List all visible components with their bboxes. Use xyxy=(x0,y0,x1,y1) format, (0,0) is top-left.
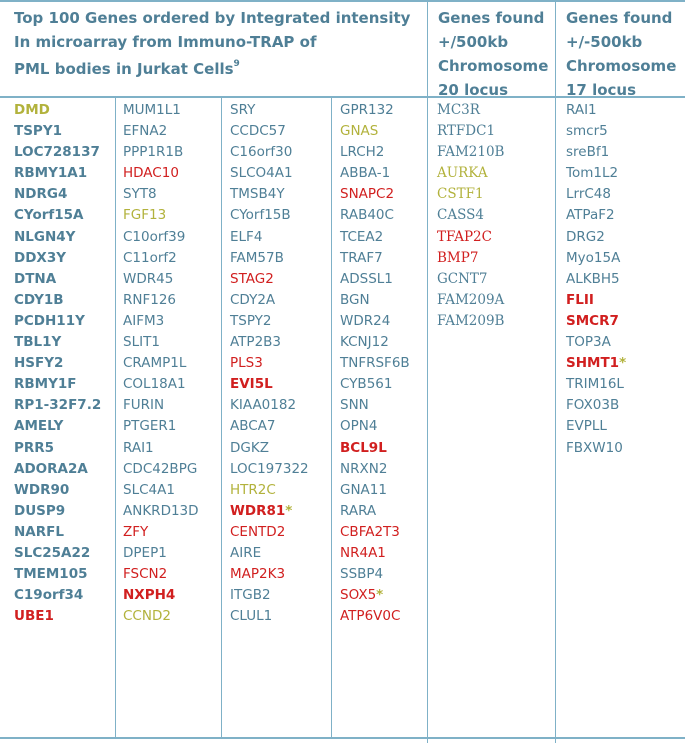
gene-name: GPR132 xyxy=(340,102,394,118)
chr17-header-line: Chromosome xyxy=(566,57,677,75)
gene-name: NLGN4Y xyxy=(14,228,76,245)
gene-cell xyxy=(14,543,101,564)
gene-cell xyxy=(566,416,626,437)
gene-name: KCNJ12 xyxy=(340,334,389,351)
gene-cell xyxy=(566,121,626,142)
gene-name: ALKBH5 xyxy=(566,270,620,287)
gene-cell xyxy=(230,248,309,269)
gene-cell xyxy=(14,269,101,290)
gene-name: CYorf15A xyxy=(14,207,84,224)
gene-cell xyxy=(123,522,199,543)
gene-cell xyxy=(123,332,199,353)
gene-name: STAG2 xyxy=(230,270,274,287)
gene-name: AMELY xyxy=(14,418,64,435)
gene-cell xyxy=(123,227,199,248)
gene-cell xyxy=(14,480,101,501)
gene-name: TNFRSF6B xyxy=(340,355,410,372)
gene-name: TRAF7 xyxy=(340,249,383,266)
gene-name: BMP7 xyxy=(437,249,479,266)
gene-name: DPEP1 xyxy=(123,544,167,561)
gene-name: ITGB2 xyxy=(230,587,271,604)
gene-name: WDR90 xyxy=(14,481,70,498)
gene-cell xyxy=(123,374,199,395)
gene-name: SNAPC2 xyxy=(340,186,395,203)
gene-cell xyxy=(437,121,504,142)
gene-cell xyxy=(230,543,309,564)
gene-name: LRCH2 xyxy=(340,144,385,161)
gene-cell xyxy=(14,142,101,163)
gene-column-chr20 xyxy=(437,100,504,332)
gene-cell xyxy=(340,395,410,416)
column-divider xyxy=(115,96,116,739)
gene-name: RBMY1F xyxy=(14,376,77,393)
gene-cell xyxy=(14,184,101,205)
gene-name: HTR2C xyxy=(230,481,276,498)
gene-cell xyxy=(437,311,504,332)
gene-name: TOP3A xyxy=(566,334,611,351)
gene-cell xyxy=(340,248,410,269)
gene-cell xyxy=(123,184,199,205)
gene-name: CLUL1 xyxy=(230,608,273,625)
gene-cell xyxy=(340,121,410,142)
asterisk-marker: * xyxy=(619,355,627,372)
chr20-header-line: +/500kb xyxy=(438,33,509,51)
gene-cell xyxy=(123,543,199,564)
gene-cell xyxy=(437,205,504,226)
gene-name: CCDC57 xyxy=(230,123,286,140)
gene-cell xyxy=(566,353,626,374)
gene-cell xyxy=(566,248,626,269)
gene-name: PTGER1 xyxy=(123,418,177,435)
gene-cell xyxy=(230,480,309,501)
gene-name: WDR81 xyxy=(230,502,286,519)
gene-name: ZFY xyxy=(123,523,149,540)
gene-name: SLC25A22 xyxy=(14,544,91,561)
gene-cell xyxy=(123,480,199,501)
gene-cell xyxy=(340,353,410,374)
gene-name: FURIN xyxy=(123,397,165,414)
table-top-border xyxy=(0,0,685,2)
gene-name: SMCR7 xyxy=(566,312,619,329)
gene-name: GCNT7 xyxy=(437,270,488,287)
gene-name: CYB561 xyxy=(340,376,393,393)
gene-cell xyxy=(14,100,101,121)
gene-name: MC3R xyxy=(437,102,480,118)
gene-name: WDR24 xyxy=(340,312,391,329)
gene-name: CDC42BPG xyxy=(123,460,198,477)
gene-cell xyxy=(437,163,504,184)
gene-name: CYorf15B xyxy=(230,207,291,224)
gene-name: AIRE xyxy=(230,544,262,561)
gene-cell xyxy=(123,269,199,290)
table-bottom-border xyxy=(0,737,685,739)
gene-cell xyxy=(566,163,626,184)
gene-name: SSBP4 xyxy=(340,566,384,583)
column-divider xyxy=(331,96,332,739)
gene-name: NRXN2 xyxy=(340,460,388,477)
gene-name: TBL1Y xyxy=(14,334,62,351)
gene-name: FOX03B xyxy=(566,397,620,414)
gene-name: DRG2 xyxy=(566,228,605,245)
gene-cell xyxy=(14,290,101,311)
gene-name: HSFY2 xyxy=(14,355,64,372)
column-divider xyxy=(555,0,556,743)
gene-name: TRIM16L xyxy=(566,376,624,393)
chr17-header-line: +/-500kb xyxy=(566,33,643,51)
gene-cell xyxy=(340,543,410,564)
gene-cell xyxy=(14,606,101,627)
gene-name: FAM210B xyxy=(437,144,505,161)
gene-name: SLIT1 xyxy=(123,334,160,351)
gene-column-top100-3 xyxy=(230,100,309,627)
gene-name: EVI5L xyxy=(230,376,273,393)
chr20-header-line: Genes found xyxy=(438,9,545,27)
gene-name: NDRG4 xyxy=(14,186,68,203)
asterisk-marker: * xyxy=(376,587,384,604)
gene-name: CSTF1 xyxy=(437,186,484,203)
gene-name: C19orf34 xyxy=(14,587,84,604)
gene-name: MAP2K3 xyxy=(230,566,286,583)
gene-cell xyxy=(14,227,101,248)
gene-cell xyxy=(230,184,309,205)
gene-cell xyxy=(123,416,199,437)
gene-cell xyxy=(437,290,504,311)
gene-cell xyxy=(230,416,309,437)
gene-cell xyxy=(230,438,309,459)
gene-name: DUSP9 xyxy=(14,502,66,519)
gene-cell xyxy=(230,353,309,374)
footnote-marker: 9 xyxy=(233,59,240,69)
gene-cell xyxy=(123,163,199,184)
gene-cell xyxy=(14,374,101,395)
gene-name: TFAP2C xyxy=(437,228,492,245)
gene-cell xyxy=(437,269,504,290)
gene-name: KIAA0182 xyxy=(230,397,297,414)
gene-cell xyxy=(566,374,626,395)
gene-name: GNA11 xyxy=(340,481,387,498)
gene-name: PLS3 xyxy=(230,355,263,372)
gene-name: DTNA xyxy=(14,270,57,287)
gene-cell xyxy=(123,248,199,269)
chr20-header xyxy=(438,6,548,102)
gene-cell xyxy=(340,227,410,248)
gene-name: FAM209B xyxy=(437,312,505,329)
gene-name: RNF126 xyxy=(123,291,177,308)
main-header xyxy=(14,6,410,81)
gene-cell xyxy=(566,395,626,416)
gene-cell xyxy=(230,564,309,585)
main-header-line: Top 100 Genes ordered by Integrated intensity xyxy=(14,9,411,27)
gene-name: FLII xyxy=(566,291,594,308)
gene-cell xyxy=(123,585,199,606)
gene-name: UBE1 xyxy=(14,608,54,625)
column-divider xyxy=(221,96,222,739)
gene-cell xyxy=(14,585,101,606)
gene-name: CASS4 xyxy=(437,207,484,224)
gene-cell xyxy=(123,501,199,522)
gene-cell xyxy=(340,522,410,543)
gene-cell xyxy=(230,205,309,226)
gene-cell xyxy=(340,564,410,585)
gene-cell xyxy=(14,332,101,353)
gene-name: CBFA2T3 xyxy=(340,523,400,540)
gene-name: COL18A1 xyxy=(123,376,186,393)
gene-cell xyxy=(340,269,410,290)
gene-name: FBXW10 xyxy=(566,439,623,456)
gene-name: TMEM105 xyxy=(14,566,88,583)
gene-cell xyxy=(123,606,199,627)
gene-name: TCEA2 xyxy=(340,228,384,245)
gene-cell xyxy=(123,100,199,121)
gene-cell xyxy=(123,459,199,480)
gene-name: ANKRD13D xyxy=(123,502,199,519)
gene-name: C10orf39 xyxy=(123,228,186,245)
gene-name: BGN xyxy=(340,291,370,308)
gene-cell xyxy=(340,480,410,501)
gene-cell xyxy=(340,459,410,480)
asterisk-marker: * xyxy=(285,502,293,519)
gene-name: EVPLL xyxy=(566,418,607,435)
gene-name: WDR45 xyxy=(123,270,174,287)
gene-name: CCND2 xyxy=(123,608,171,625)
gene-name: PRR5 xyxy=(14,439,55,456)
gene-cell xyxy=(340,374,410,395)
gene-name: CRAMP1L xyxy=(123,355,187,372)
gene-cell xyxy=(566,227,626,248)
chr20-header-line: Chromosome xyxy=(438,57,549,75)
gene-name: RBMY1A1 xyxy=(14,165,88,182)
gene-cell xyxy=(230,374,309,395)
gene-cell xyxy=(14,311,101,332)
gene-name: RAB40C xyxy=(340,207,394,224)
gene-cell xyxy=(437,142,504,163)
gene-name: C11orf2 xyxy=(123,249,177,266)
gene-name: HDAC10 xyxy=(123,165,179,182)
gene-name: LOC197322 xyxy=(230,460,309,477)
gene-cell xyxy=(123,395,199,416)
gene-name: FAM209A xyxy=(437,291,505,308)
gene-cell xyxy=(566,290,626,311)
gene-cell xyxy=(14,438,101,459)
gene-cell xyxy=(340,585,410,606)
gene-cell xyxy=(123,142,199,163)
main-header-line: In microarray from Immuno-TRAP of xyxy=(14,33,317,51)
gene-name: DDX3Y xyxy=(14,249,66,266)
gene-cell xyxy=(230,501,309,522)
gene-name: TSPY1 xyxy=(14,123,62,140)
gene-cell xyxy=(437,248,504,269)
gene-cell xyxy=(230,269,309,290)
gene-cell xyxy=(14,395,101,416)
gene-cell xyxy=(14,121,101,142)
column-divider xyxy=(427,0,428,743)
gene-name: EFNA2 xyxy=(123,123,168,140)
gene-cell xyxy=(340,142,410,163)
gene-cell xyxy=(437,184,504,205)
gene-cell xyxy=(230,227,309,248)
gene-cell xyxy=(566,311,626,332)
gene-cell xyxy=(230,395,309,416)
gene-cell xyxy=(230,142,309,163)
gene-column-chr17 xyxy=(566,100,626,459)
gene-cell xyxy=(340,163,410,184)
gene-name: SNN xyxy=(340,397,369,414)
gene-name: DMD xyxy=(14,102,50,118)
gene-name: GNAS xyxy=(340,123,379,140)
gene-name: SLCO4A1 xyxy=(230,165,293,182)
gene-name: SOX5 xyxy=(340,587,377,604)
gene-cell xyxy=(14,205,101,226)
gene-name: ATP6V0C xyxy=(340,608,401,625)
gene-cell xyxy=(230,121,309,142)
gene-name: CDY1B xyxy=(14,291,64,308)
gene-name: NARFL xyxy=(14,523,64,540)
gene-cell xyxy=(340,184,410,205)
chr20-header-line: 20 locus xyxy=(438,81,509,99)
gene-name: RTFDC1 xyxy=(437,123,496,140)
gene-name: LrrC48 xyxy=(566,186,611,203)
gene-cell xyxy=(14,564,101,585)
gene-name: LOC728137 xyxy=(14,144,100,161)
gene-column-top100-1 xyxy=(14,100,101,627)
gene-name: AIFM3 xyxy=(123,312,165,329)
gene-name: sreBf1 xyxy=(566,144,610,161)
gene-cell xyxy=(230,459,309,480)
gene-cell xyxy=(566,184,626,205)
gene-cell xyxy=(123,353,199,374)
gene-name: BCL9L xyxy=(340,439,387,456)
chr17-header-line: Genes found xyxy=(566,9,673,27)
gene-cell xyxy=(340,100,410,121)
gene-cell xyxy=(230,332,309,353)
chr17-header-line: 17 locus xyxy=(566,81,637,99)
gene-cell xyxy=(566,142,626,163)
gene-cell xyxy=(437,227,504,248)
gene-cell xyxy=(566,438,626,459)
gene-cell xyxy=(14,459,101,480)
gene-name: Myo15A xyxy=(566,249,621,266)
gene-name: ATP2B3 xyxy=(230,334,282,351)
gene-cell xyxy=(230,311,309,332)
gene-cell xyxy=(566,269,626,290)
gene-name: RARA xyxy=(340,502,377,519)
gene-name: RP1-32F7.2 xyxy=(14,397,102,414)
gene-name: RAI1 xyxy=(566,102,597,118)
gene-cell xyxy=(123,438,199,459)
gene-cell xyxy=(340,606,410,627)
main-header-text: PML bodies in Jurkat Cells xyxy=(14,60,234,78)
gene-cell xyxy=(437,100,504,121)
gene-cell xyxy=(14,522,101,543)
gene-name: FSCN2 xyxy=(123,566,168,583)
gene-cell xyxy=(566,100,626,121)
gene-cell xyxy=(340,311,410,332)
gene-cell xyxy=(340,332,410,353)
gene-name: ADORA2A xyxy=(14,460,88,477)
gene-cell xyxy=(123,121,199,142)
gene-cell xyxy=(123,311,199,332)
gene-cell xyxy=(230,163,309,184)
gene-cell xyxy=(230,606,309,627)
gene-cell xyxy=(123,564,199,585)
gene-cell xyxy=(566,332,626,353)
gene-cell xyxy=(230,522,309,543)
gene-name: RAI1 xyxy=(123,439,154,456)
gene-cell xyxy=(566,205,626,226)
gene-cell xyxy=(340,205,410,226)
gene-name: ABCA7 xyxy=(230,418,276,435)
gene-name: PPP1R1B xyxy=(123,144,184,161)
gene-cell xyxy=(14,353,101,374)
gene-cell xyxy=(230,290,309,311)
gene-name: TSPY2 xyxy=(230,312,272,329)
gene-name: SLC4A1 xyxy=(123,481,175,498)
gene-name: FAM57B xyxy=(230,249,284,266)
gene-cell xyxy=(14,163,101,184)
chr17-header xyxy=(566,6,676,102)
gene-column-top100-4 xyxy=(340,100,410,627)
gene-cell xyxy=(123,205,199,226)
gene-name: TMSB4Y xyxy=(230,186,285,203)
gene-cell xyxy=(340,501,410,522)
gene-name: SRY xyxy=(230,102,256,118)
gene-name: MUM1L1 xyxy=(123,102,181,118)
main-header-line xyxy=(14,54,410,81)
gene-name: FGF13 xyxy=(123,207,167,224)
gene-name: CENTD2 xyxy=(230,523,286,540)
gene-name: smcr5 xyxy=(566,123,608,140)
gene-name: CDY2A xyxy=(230,291,276,308)
gene-name: OPN4 xyxy=(340,418,378,435)
gene-cell xyxy=(14,501,101,522)
gene-cell xyxy=(14,248,101,269)
gene-cell xyxy=(340,416,410,437)
gene-name: SHMT1 xyxy=(566,355,620,372)
gene-cell xyxy=(340,438,410,459)
gene-cell xyxy=(230,585,309,606)
gene-name: Tom1L2 xyxy=(566,165,619,182)
gene-column-top100-2 xyxy=(123,100,199,627)
gene-name: NR4A1 xyxy=(340,544,386,561)
gene-cell xyxy=(340,290,410,311)
gene-name: NXPH4 xyxy=(123,587,176,604)
gene-name: ADSSL1 xyxy=(340,270,393,287)
gene-cell xyxy=(123,290,199,311)
gene-cell xyxy=(14,416,101,437)
gene-name: DGKZ xyxy=(230,439,269,456)
gene-name: SYT8 xyxy=(123,186,157,203)
gene-name: PCDH11Y xyxy=(14,312,85,329)
gene-name: ELF4 xyxy=(230,228,263,245)
gene-name: ABBA-1 xyxy=(340,165,391,182)
gene-name: ATPaF2 xyxy=(566,207,615,224)
gene-cell xyxy=(230,100,309,121)
gene-name: AURKA xyxy=(437,165,488,182)
gene-name: C16orf30 xyxy=(230,144,293,161)
